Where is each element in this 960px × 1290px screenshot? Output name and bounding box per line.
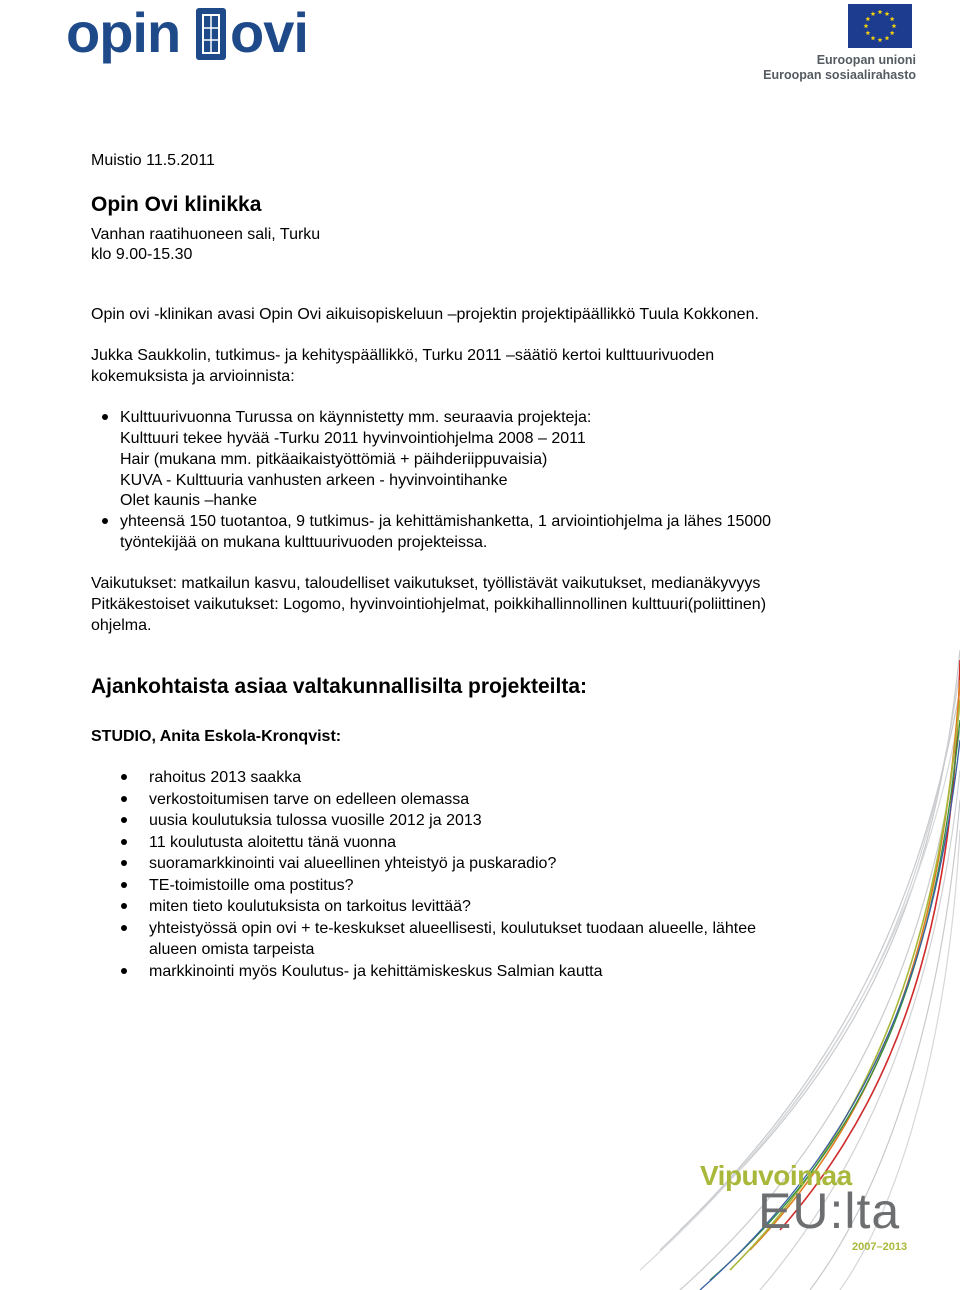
list-item-line: TE-toimistoille oma postitus? [149, 876, 354, 894]
eu-flag-icon [848, 4, 912, 48]
speaker-paragraph-line1: Jukka Saukkolin, tutkimus- ja kehityspäällikkö, Turku 2011 –säätiö kertoi kulttuurivuoden [91, 347, 715, 364]
eu-lta-text: EU:lta [758, 1183, 901, 1239]
list-item-line: Kulttuurivuonna Turussa on käynnistetty mm. seuraavia projekteja: [120, 409, 592, 426]
list-item-line: verkostoitumisen tarve on edelleen olemassa [149, 790, 470, 808]
bullet-icon [121, 774, 127, 780]
list-item-line: rahoitus 2013 saakka [149, 769, 302, 786]
bullet-icon [102, 518, 108, 524]
list-item-line: Kulttuuri tekee hyvää -Turku 2011 hyvinvointiohjelma 2008 – 2011 [120, 430, 586, 447]
section-subheading: STUDIO, Anita Eskola-Kronqvist: [91, 728, 342, 745]
list-item-line: työntekijää on mukana kulttuurivuoden projekteissa. [120, 534, 488, 551]
vipuvoimaa-text: Vipuvoimaa [700, 1160, 852, 1191]
bullet-icon [121, 817, 127, 823]
effects-line3: ohjelma. [91, 617, 152, 634]
svg-text:opin: opin [66, 4, 181, 64]
list-item-line: 11 koulutusta aloitettu tänä vuonna [149, 833, 396, 851]
bullet-icon [121, 839, 127, 845]
list-item-line: uusia koulutuksia tulossa vuosille 2012 ja 2013 [149, 812, 482, 829]
eu-fund-label: Euroopan sosiaalirahasto [763, 68, 916, 82]
years-text: 2007–2013 [852, 1241, 908, 1253]
bullet-icon [121, 968, 127, 974]
memo-date: Muistio 11.5.2011 [91, 152, 215, 169]
effects-line1: Vaikutukset: matkailun kasvu, taloudelliset vaikutukset, työllistävät vaikutukset, medianäkyvyys [91, 575, 761, 592]
effects-line2: Pitkäkestoiset vaikutukset: Logomo, hyvinvointiohjelmat, poikkihallinnollinen kulttuuri(poliittinen) [91, 596, 767, 613]
bullet-icon [121, 925, 127, 931]
opening-paragraph: Opin ovi -klinikan avasi Opin Ovi aikuisopiskeluun –projektin projektipäällikkö Tuula Kokkonen. [91, 306, 759, 323]
list-item-line: yhteistyössä opin ovi + te-keskukset alueellisesti, koulutukset tuodaan alueelle, lähtee [149, 919, 757, 937]
bullet-icon [121, 882, 127, 888]
bullet-icon [121, 903, 127, 909]
list-item-line: alueen omista tarpeista [149, 941, 315, 958]
list-item-line: markkinointi myös Koulutus- ja kehittämiskeskus Salmian kautta [149, 962, 603, 980]
svg-text:ovi: ovi [230, 4, 308, 64]
eu-union-label: Euroopan unioni [816, 53, 916, 67]
speaker-paragraph-line2: kokemuksista ja arvioinnista: [91, 368, 295, 385]
memo-location: Vanhan raatihuoneen sali, Turku [91, 226, 321, 243]
list-item-line: miten tieto koulutuksista on tarkoitus levittää? [149, 898, 471, 915]
memo-time: klo 9.00-15.30 [91, 246, 193, 263]
list-item-line: KUVA - Kulttuuria vanhusten arkeen - hyvinvointihanke [120, 472, 508, 489]
bullet-icon [102, 414, 108, 420]
bullet-icon [121, 860, 127, 866]
list-item-line: Olet kaunis –hanke [120, 492, 257, 509]
list-item-line: yhteensä 150 tuotantoa, 9 tutkimus- ja kehittämishanketta, 1 arviointiohjelma ja lähes 15000 [120, 513, 772, 530]
section-heading: Ajankohtaista asiaa valtakunnallisilta projekteilta: [91, 675, 588, 698]
memo-title: Opin Ovi klinikka [91, 193, 262, 216]
list-item-line: suoramarkkinointi vai alueellinen yhteistyö ja puskaradio? [149, 855, 557, 872]
vipuvoimaa-eu-logo [700, 1160, 930, 1260]
eu-social-fund-logo [763, 4, 916, 86]
opinovi-logo [66, 4, 322, 66]
list-item-line: Hair (mukana mm. pitkäaikaistyöttömiä + päihderiippuvaisia) [120, 451, 548, 468]
bullet-icon [121, 796, 127, 802]
